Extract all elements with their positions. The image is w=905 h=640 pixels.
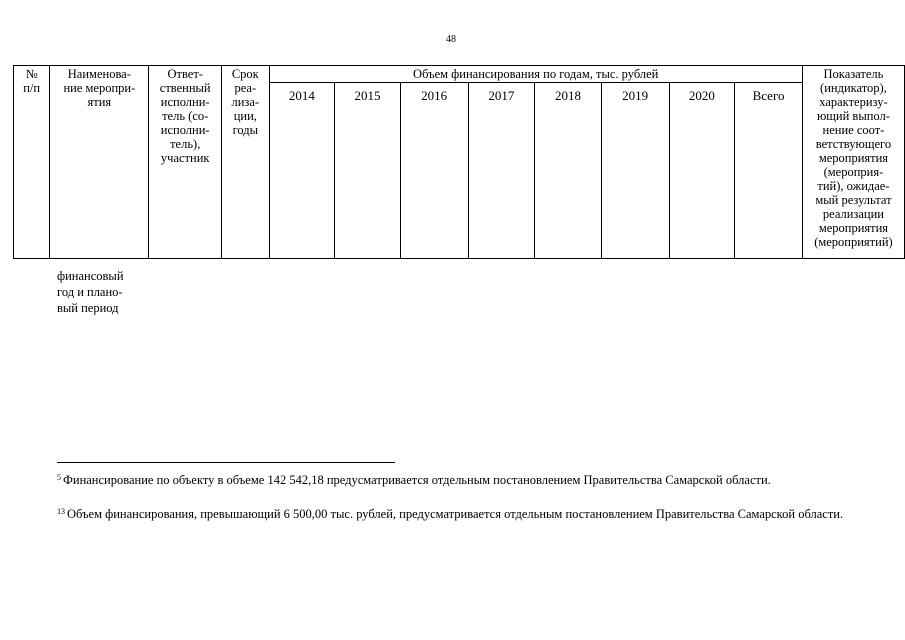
header-total: Всего [735, 83, 803, 259]
header-year-2020: 2020 [669, 83, 735, 259]
header-num: № п/п [14, 66, 50, 259]
page-number: 48 [446, 34, 456, 45]
footnote [57, 472, 867, 488]
footnote-text: Объем финансирования, превышающий 6 500,00 тыс. рублей, предусматривается отдельным постановлением Правительства Самарской области. [67, 507, 844, 521]
header-name: Наименова- ние меропри- ятия [50, 66, 149, 259]
funding-table [13, 65, 905, 259]
header-indicator: Показатель (индикатор), характеризу- ющий выпол- нение соот- ветствующего мероприятия (мероприя- тий), ожидае- мый результат реализации мероприятия (мероприятий) [802, 66, 904, 259]
header-year-2017: 2017 [468, 83, 535, 259]
header-year-2016: 2016 [400, 83, 468, 259]
footnote [57, 506, 867, 522]
footnote-text: Финансирование по объекту в объеме 142 542,18 предусматривается отдельным постановлением Правительства Самарской области. [63, 473, 771, 487]
header-year-2014: 2014 [269, 83, 335, 259]
header-term: Срок реа- лиза- ции, годы [222, 66, 269, 259]
header-year-2018: 2018 [535, 83, 602, 259]
continuation-text: финансовый год и плано- вый период [57, 269, 124, 315]
header-year-2015: 2015 [335, 83, 401, 259]
footnote-mark: 5 [57, 473, 61, 482]
header-funding: Объем финансирования по годам, тыс. рублей [269, 66, 802, 83]
footnote-mark: 13 [57, 507, 65, 516]
header-responsible: Ответ- ственный исполни- тель (со- исполни- тель), участник [149, 66, 222, 259]
footnote-divider [57, 462, 395, 463]
header-year-2019: 2019 [601, 83, 669, 259]
